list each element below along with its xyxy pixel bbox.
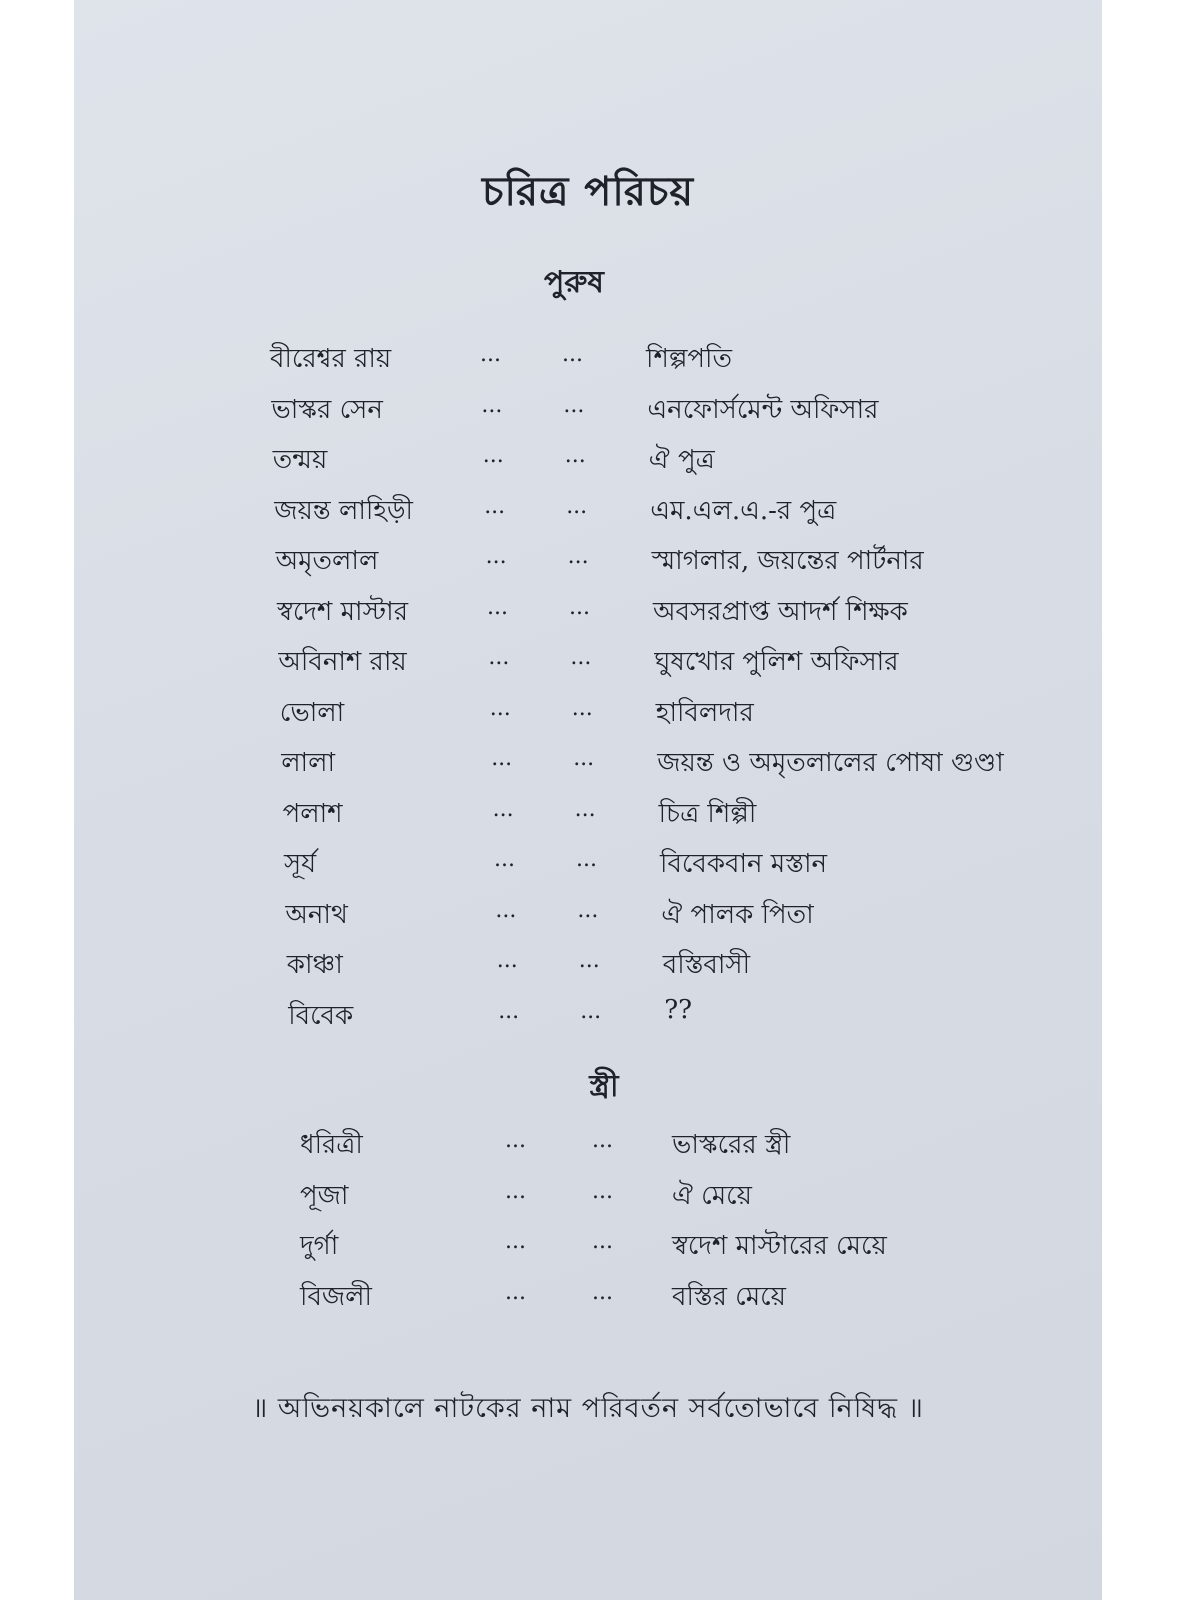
leader-dots: ... <box>505 1229 526 1254</box>
leader-dots: ... <box>484 493 506 519</box>
leader-dots: ... <box>480 342 501 367</box>
character-role: শিল্পপতি <box>646 344 732 374</box>
cast-row <box>270 793 1100 844</box>
character-name: পূজা <box>300 1180 349 1211</box>
leader-dots: ... <box>562 342 583 367</box>
cast-row <box>270 641 1100 692</box>
cast-row <box>300 1225 1100 1276</box>
leader-dots: ... <box>566 493 588 519</box>
cast-row <box>300 1175 1100 1226</box>
character-role: ঐ মেয়ে <box>672 1180 752 1211</box>
leader-dots: ... <box>488 645 510 670</box>
leader-dots: ... <box>571 695 593 721</box>
leader-dots: ... <box>487 594 508 620</box>
leader-dots: ... <box>578 948 600 973</box>
cast-row <box>270 540 1100 591</box>
cast-row <box>270 843 1100 894</box>
male-section-heading: পুরুষ <box>544 265 604 300</box>
character-role: হাবিলদার <box>655 697 754 728</box>
character-role: অবসরপ্রাপ্ত আদর্শ শিক্ষক <box>653 596 908 627</box>
leader-dots: ... <box>505 1279 526 1305</box>
character-name: কাঞ্চা <box>286 950 343 980</box>
cast-row <box>270 439 1100 490</box>
leader-dots: ... <box>498 998 520 1024</box>
character-role: জয়ন্ত ও অমৃতলালের পোষা গুণ্ডা <box>657 748 1004 778</box>
male-cast-list <box>270 338 1100 1045</box>
cast-row <box>270 389 1100 440</box>
character-name: অমৃতলাল <box>275 546 379 576</box>
book-page <box>74 0 1102 1600</box>
leader-dots: ... <box>569 594 590 620</box>
character-name: তন্ময় <box>272 445 328 475</box>
character-role: ঐ পালক পিতা <box>661 899 814 930</box>
character-role: এম.এল.এ.-র পুত্র <box>650 495 837 526</box>
leader-dots: ... <box>485 544 507 569</box>
character-name: অবিনাশ রায় <box>278 647 407 677</box>
cast-row <box>270 894 1100 945</box>
leader-dots: ... <box>495 897 517 923</box>
character-role: ভাস্করের স্ত্রী <box>672 1130 791 1160</box>
leader-dots: ... <box>505 1128 526 1153</box>
cast-row <box>270 692 1100 743</box>
cast-row <box>270 338 1100 389</box>
character-name: স্বদেশ মাস্টার <box>277 596 408 627</box>
leader-dots: ... <box>592 1279 613 1305</box>
character-name: ধরিত্রী <box>300 1130 363 1160</box>
character-name: ভোলা <box>279 697 345 728</box>
character-name: সূর্য <box>284 849 317 879</box>
page-title: চরিত্র পরিচয় <box>481 168 695 215</box>
character-name: ভাস্কর সেন <box>271 394 383 425</box>
character-name: দুর্গা <box>300 1231 339 1261</box>
leader-dots: ... <box>573 746 595 771</box>
cast-row <box>300 1276 1100 1327</box>
character-role: চিত্র শিল্পী <box>658 798 757 829</box>
character-role: ঘুষখোর পুলিশ অফিসার <box>654 647 899 677</box>
leader-dots: ... <box>564 443 586 468</box>
character-name: বিজলী <box>300 1281 372 1312</box>
cast-row <box>270 490 1100 541</box>
leader-dots: ... <box>496 948 518 973</box>
leader-dots: ... <box>577 897 599 923</box>
female-cast-list <box>300 1124 1100 1326</box>
character-role: ঐ পুত্র <box>648 445 715 475</box>
leader-dots: ... <box>494 847 515 872</box>
leader-dots: ... <box>592 1128 613 1153</box>
cast-row <box>270 995 1100 1046</box>
character-role: বস্তির মেয়ে <box>672 1281 786 1312</box>
character-name: বীরেশ্বর রায় <box>270 344 392 374</box>
leader-dots: ... <box>580 998 602 1024</box>
character-role: ?? <box>664 994 693 1025</box>
leader-dots: ... <box>491 746 513 771</box>
leader-dots: ... <box>489 695 511 721</box>
leader-dots: ... <box>592 1178 613 1204</box>
footer-note: ॥ অভিনয়কালে নাটকের নাম পরিবর্তন সর্বতোভাবে নিষিদ্ধ ॥ <box>252 1393 924 1424</box>
cast-row <box>300 1124 1100 1175</box>
cast-row <box>270 591 1100 642</box>
leader-dots: ... <box>505 1178 526 1204</box>
character-role: স্মাগলার, জয়ন্তের পার্টনার <box>651 546 924 576</box>
cast-row <box>270 944 1100 995</box>
character-name: লালা <box>281 748 336 778</box>
leader-dots: ... <box>576 847 597 872</box>
leader-dots: ... <box>563 392 585 418</box>
leader-dots: ... <box>482 443 504 468</box>
leader-dots: ... <box>570 645 592 670</box>
leader-dots: ... <box>592 1229 613 1254</box>
leader-dots: ... <box>567 544 589 569</box>
character-role: বস্তিবাসী <box>662 950 751 980</box>
character-role: স্বদেশ মাস্টারের মেয়ে <box>672 1231 887 1261</box>
character-role: এনফোর্সমেন্ট অফিসার <box>647 394 879 425</box>
cast-row <box>270 742 1100 793</box>
female-section-heading: স্ত্রী <box>589 1069 619 1104</box>
leader-dots: ... <box>574 796 596 822</box>
leader-dots: ... <box>492 796 514 822</box>
leader-dots: ... <box>481 392 503 418</box>
character-name: জয়ন্ত লাহিড়ী <box>274 495 413 526</box>
character-name: বিবেক <box>288 1000 354 1031</box>
character-role: বিবেকবান মস্তান <box>660 849 828 879</box>
character-name: পলাশ <box>282 798 343 829</box>
character-name: অনাথ <box>285 899 348 930</box>
